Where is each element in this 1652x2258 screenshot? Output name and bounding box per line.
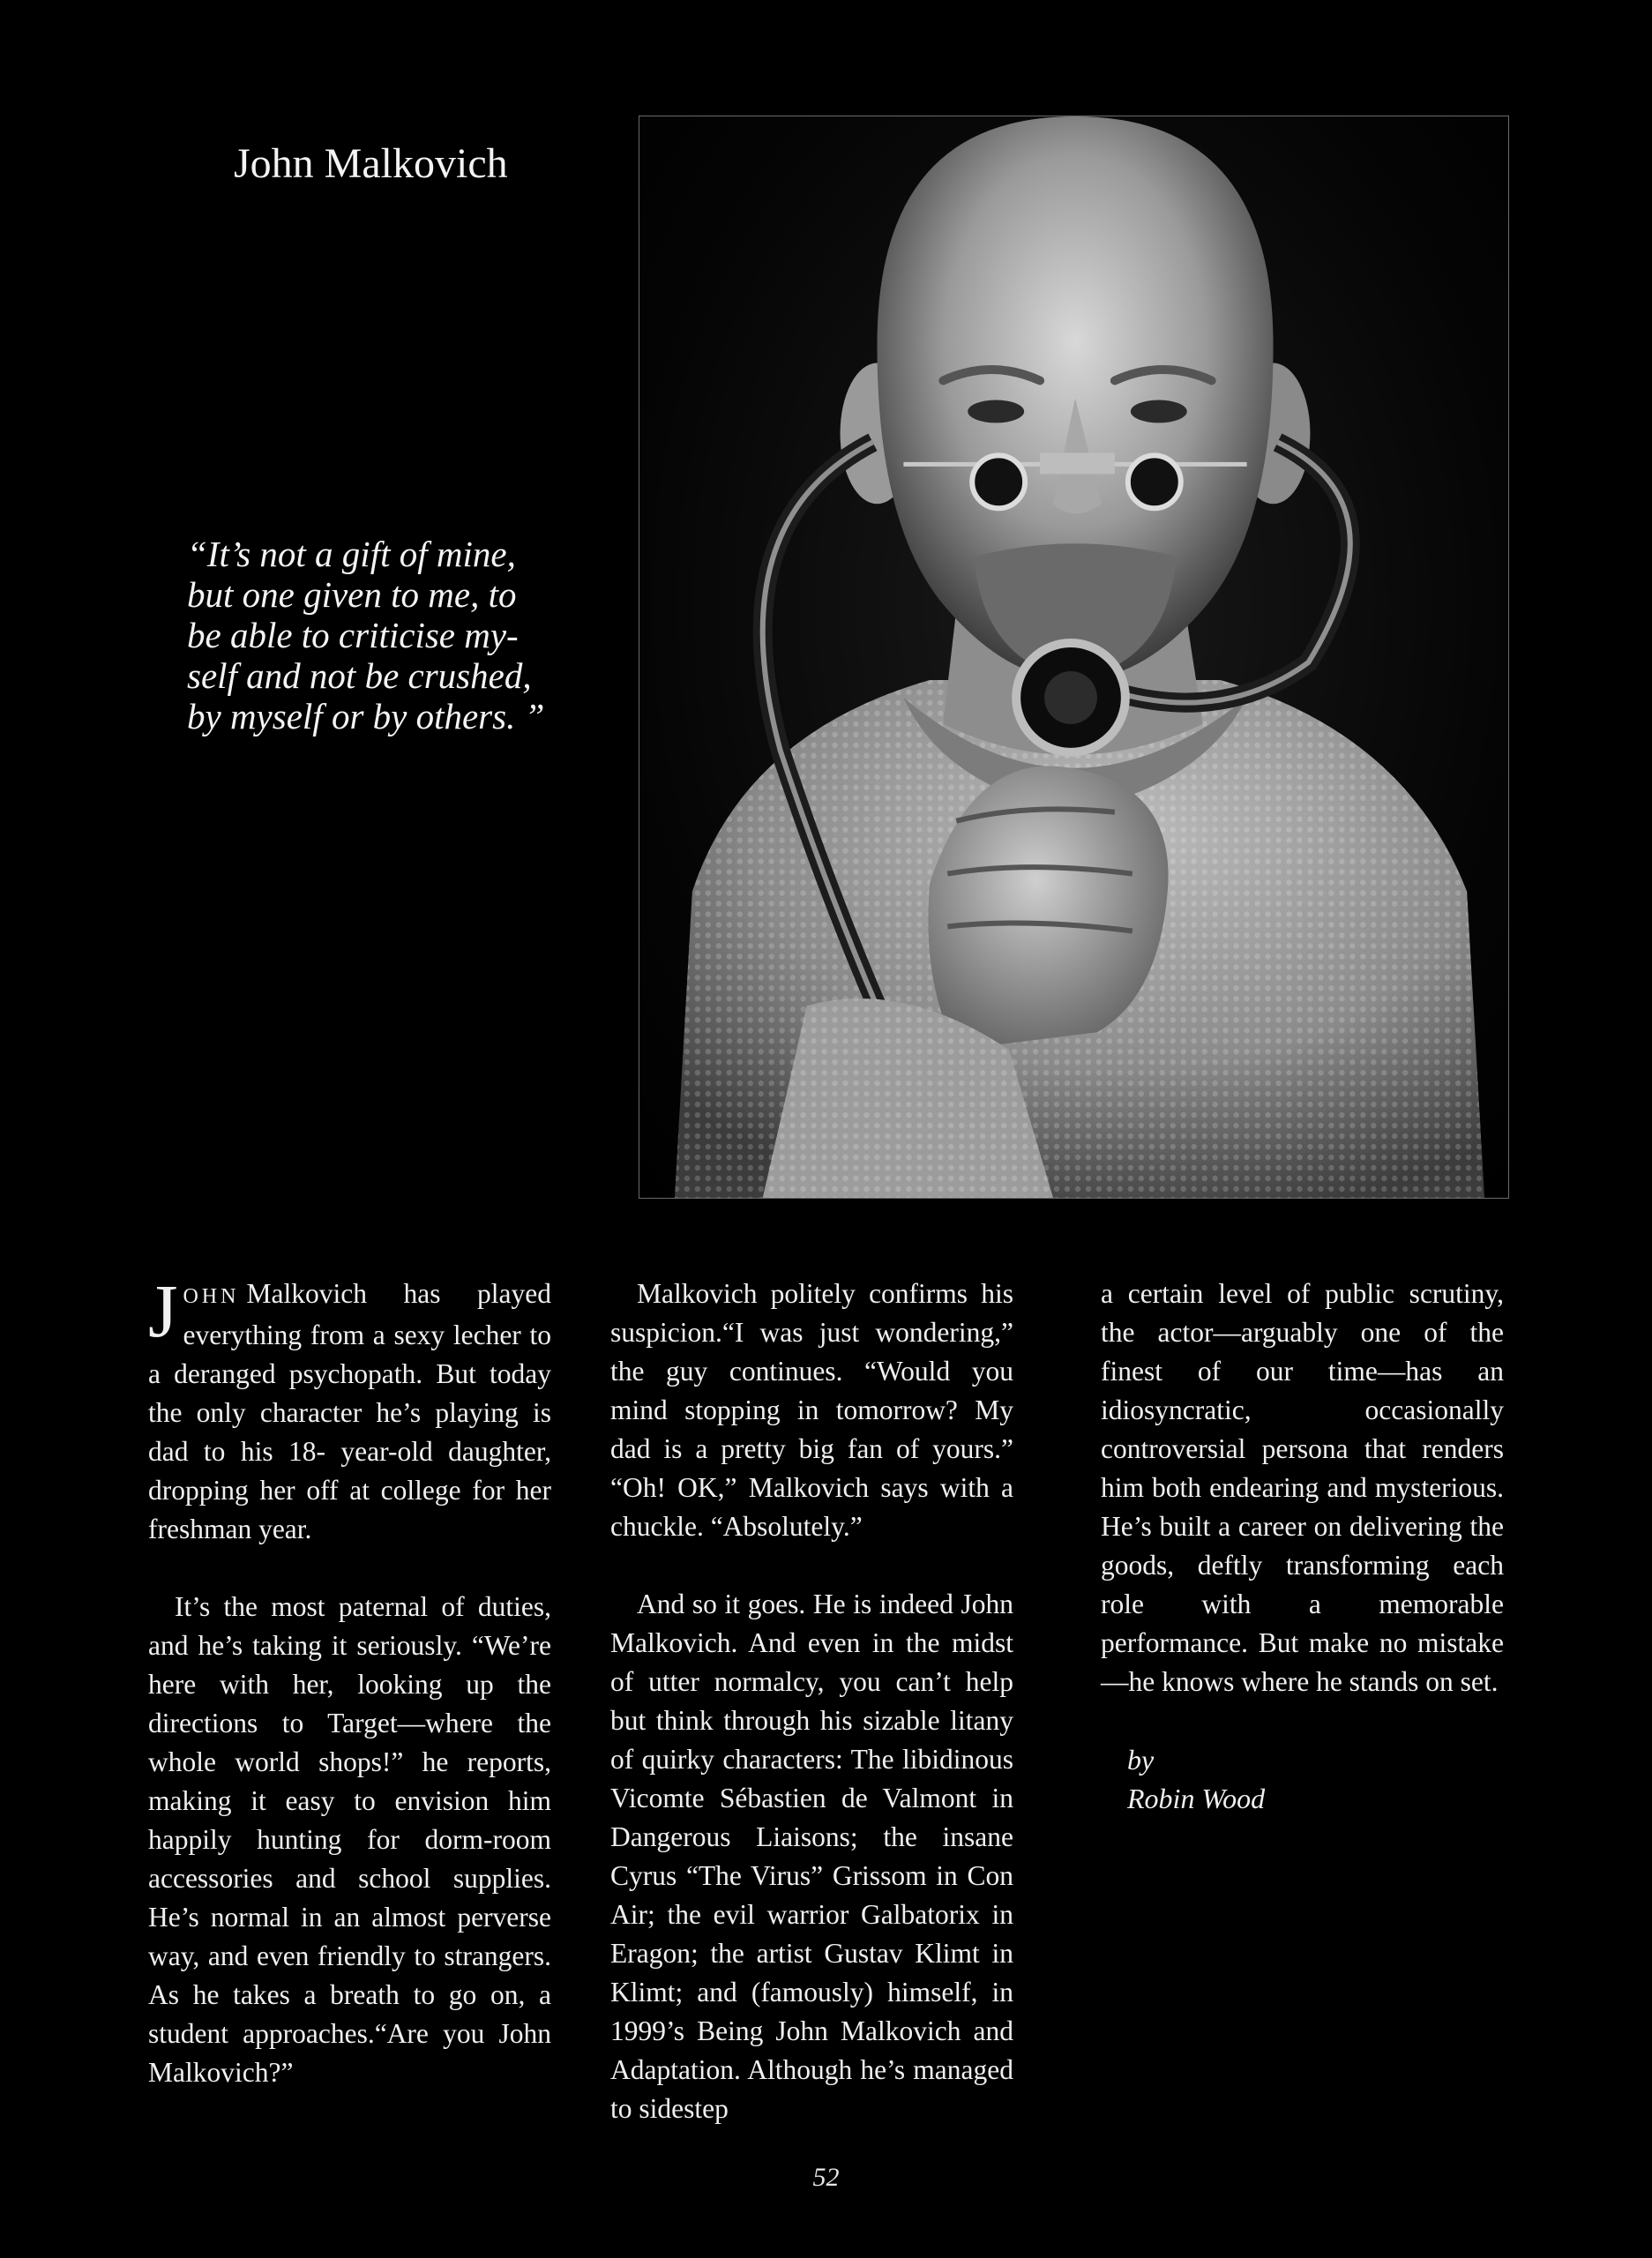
pull-quote-line: by myself or by others. ” <box>187 696 545 736</box>
article-paragraph: a certain level of public scrutiny, the actor—arguably one of the finest of our time—has an idiosyncratic, occasionally controversial persona that renders him both endearing and mysterious. He’s built a career on delivering the goods, deftly transforming each role with a memorable performance. But make no mistake—he knows where he stands on set. <box>1101 1278 1504 1697</box>
byline-author: Robin Wood <box>1127 1783 1266 1814</box>
pull-quote-line: “It’s not a gift of mine, <box>187 534 516 574</box>
article-column-2 <box>610 1275 1013 2128</box>
article-paragraph <box>148 1268 551 1549</box>
portrait-illustration <box>639 116 1508 1198</box>
page-number: 52 <box>812 2163 840 2192</box>
lead-small-caps: OHN <box>183 1285 240 1308</box>
paragraph-text: Malkovich has played everything from a sexy lecher to a deranged psychopath. But today the only character he’s playing is dad to his 18- year-old daughter, dropping her off at college for her freshman year. <box>148 1278 551 1544</box>
portrait-photo <box>639 116 1509 1199</box>
article-paragraph: It’s the most paternal of duties, and he’s taking it seriously. “We’re here with her, looking up the directions to Target—where the whole world shops!” he reports, making it easy to envision him happily hunting for dorm-room accessories and school supplies. He’s normal in an almost perverse way, and even friendly to strangers. As he takes a breath to go on, a student approaches.“Are you John Malkovich?” <box>148 1591 551 2088</box>
article-paragraph: And so it goes. He is indeed John Malkovich. And even in the midst of utter normalcy, you can’t help but think through his sizable litany of quirky characters: The libidinous Vicomte Sébastien de Valmont in Dangerous Liaisons; the insane Cyrus “The Virus” Grissom in Con Air; the evil warrior Galbatorix in Eragon; the artist Gustav Klimt in Klimt; and (famously) himself, in 1999’s Being John Malkovich and Adaptation. Although he’s managed to sidestep <box>610 1589 1013 2124</box>
article-column-1 <box>148 1268 551 2092</box>
byline-by: by <box>1127 1744 1155 1776</box>
pull-quote-line: self and not be crushed, <box>187 655 532 696</box>
pull-quote <box>187 534 575 736</box>
article-title: John Malkovich <box>234 140 508 187</box>
article-column-3 <box>1101 1275 1504 1818</box>
pull-quote-line: but one given to me, to <box>187 574 517 615</box>
drop-cap: J <box>148 1268 178 1353</box>
article-paragraph: Malkovich politely confirms his suspicion.“I was just wondering,” the guy continues. “Would you mind stopping in tomorrow? My dad is a pretty big fan of yours.” “Oh! OK,” Malkovich says with a chuckle. “Absolutely.” <box>610 1278 1013 1542</box>
byline <box>1127 1740 1504 1818</box>
pull-quote-line: be able to criticise my- <box>187 615 519 655</box>
